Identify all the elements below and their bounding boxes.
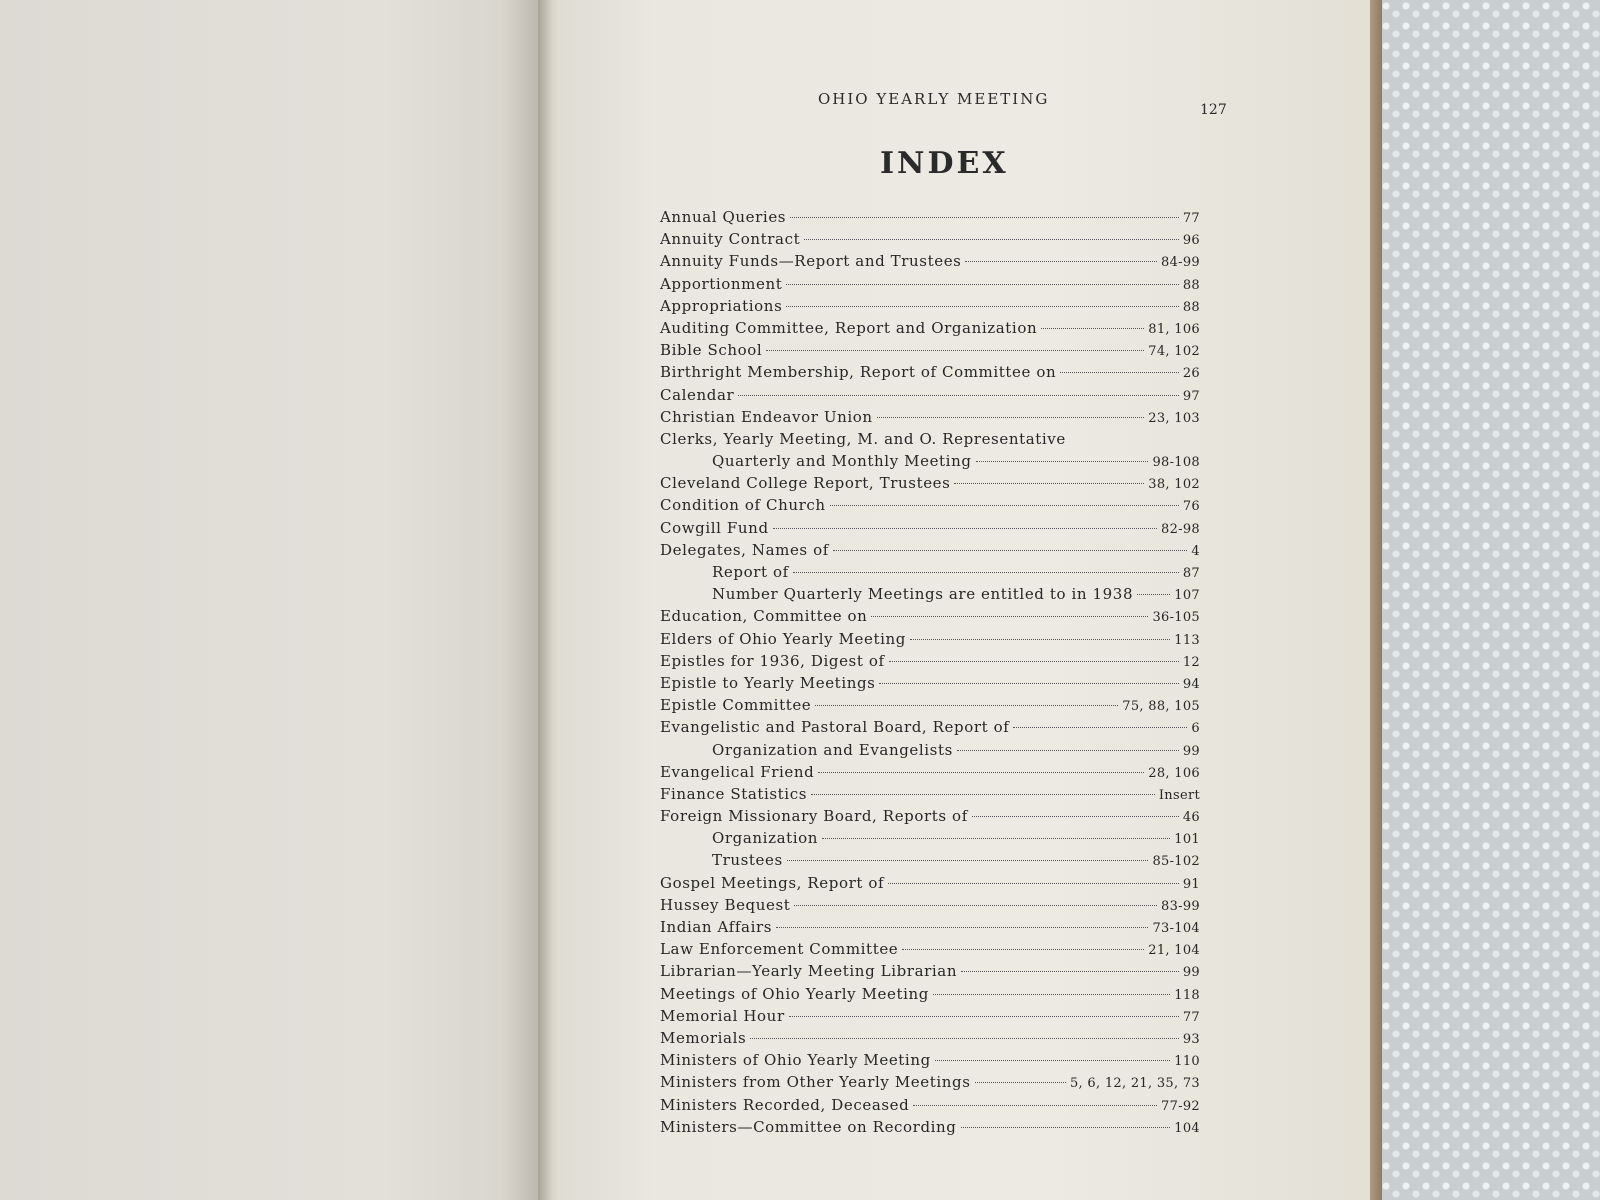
index-entry-label: Calendar bbox=[660, 385, 735, 404]
index-entry-label: Epistle to Yearly Meetings bbox=[660, 673, 876, 692]
index-entry-pages: 5, 6, 12, 21, 35, 73 bbox=[1069, 1076, 1200, 1092]
index-entry-label: Epistles for 1936, Digest of bbox=[660, 651, 885, 670]
index-entry bbox=[660, 561, 1200, 583]
index-entry bbox=[660, 361, 1200, 383]
index-entry-label: Law Enforcement Committee bbox=[660, 940, 899, 959]
index-entry-pages: 97 bbox=[1182, 388, 1200, 404]
dot-leader bbox=[750, 1038, 1179, 1039]
dot-leader bbox=[957, 750, 1179, 751]
index-entry-pages: Insert bbox=[1158, 787, 1200, 803]
index-entry-pages: 82-98 bbox=[1161, 521, 1200, 537]
dot-leader bbox=[1137, 594, 1170, 595]
index-entry-pages: 77 bbox=[1182, 211, 1200, 226]
index-entry-pages: 85-102 bbox=[1152, 854, 1200, 870]
index-entry bbox=[660, 960, 1200, 982]
index-entry-label: Finance Statistics bbox=[660, 784, 808, 803]
dot-leader bbox=[789, 1016, 1179, 1017]
dot-leader bbox=[910, 639, 1170, 640]
index-entry bbox=[660, 739, 1200, 761]
running-head: OHIO YEARLY MEETING bbox=[818, 90, 1050, 108]
index-entry bbox=[660, 583, 1200, 605]
index-entry-label: Annuity Contract bbox=[660, 230, 801, 249]
index-entry-pages: 110 bbox=[1174, 1054, 1200, 1070]
book-gutter bbox=[538, 0, 562, 1200]
dot-leader bbox=[889, 661, 1179, 662]
index-entry-pages: 83-99 bbox=[1161, 898, 1200, 914]
index-entry bbox=[660, 650, 1200, 672]
index-entry-pages: 23, 103 bbox=[1148, 410, 1200, 426]
index-entry bbox=[660, 1094, 1200, 1116]
dot-leader bbox=[830, 505, 1179, 506]
dot-leader bbox=[833, 550, 1188, 551]
dot-leader bbox=[1060, 372, 1179, 373]
index-entry bbox=[660, 384, 1200, 406]
index-entry bbox=[660, 628, 1200, 650]
index-entry-label: Indian Affairs bbox=[660, 918, 773, 936]
index-entry bbox=[660, 805, 1200, 827]
left-blank-page bbox=[0, 0, 545, 1200]
index-entry-label: Epistle Committee bbox=[660, 696, 812, 715]
index-entry-label: Meetings of Ohio Yearly Meeting bbox=[660, 984, 930, 1003]
dot-leader bbox=[961, 971, 1179, 972]
index-entry bbox=[660, 450, 1200, 472]
dot-leader bbox=[877, 417, 1145, 418]
index-entry-pages: 84-99 bbox=[1161, 255, 1200, 271]
index-entry-label: Annual Queries bbox=[660, 208, 787, 226]
index-entry bbox=[660, 938, 1200, 960]
index-entry bbox=[660, 206, 1200, 228]
index-entry-pages: 99 bbox=[1182, 965, 1200, 981]
dot-leader bbox=[766, 350, 1144, 351]
index-entry bbox=[660, 428, 1200, 450]
index-entry bbox=[660, 827, 1200, 849]
dot-leader bbox=[822, 838, 1170, 839]
index-entry bbox=[660, 761, 1200, 783]
index-entry-label: Foreign Missionary Board, Reports of bbox=[660, 807, 968, 826]
index-entry bbox=[660, 317, 1200, 339]
index-entry bbox=[660, 983, 1200, 1005]
index-entry-label: Organization and Evangelists bbox=[712, 740, 953, 759]
dot-leader bbox=[1041, 328, 1144, 329]
index-entry-pages: 81, 106 bbox=[1148, 321, 1200, 337]
index-entry-pages: 88 bbox=[1182, 299, 1200, 315]
index-entry-label: Condition of Church bbox=[660, 496, 826, 515]
index-entry-pages: 107 bbox=[1174, 588, 1200, 604]
index-entry-label: Birthright Membership, Report of Committee on bbox=[660, 363, 1057, 382]
index-title: INDEX bbox=[880, 146, 1009, 181]
index-entry bbox=[660, 1049, 1200, 1071]
index-entry bbox=[660, 872, 1200, 894]
index-entry-label: Annuity Funds—Report and Trustees bbox=[660, 252, 962, 271]
index-entry bbox=[660, 494, 1200, 516]
index-entry-pages: 77 bbox=[1182, 1009, 1200, 1025]
index-entry-pages: 88 bbox=[1182, 277, 1200, 293]
index-entry bbox=[660, 539, 1200, 561]
dot-leader bbox=[793, 572, 1179, 573]
index-entry-label: Report of bbox=[712, 563, 789, 581]
dot-leader bbox=[965, 261, 1157, 262]
index-entry-pages: 94 bbox=[1182, 676, 1200, 692]
index-page bbox=[560, 0, 1370, 1200]
dot-leader bbox=[818, 772, 1144, 773]
index-entry-label: Evangelical Friend bbox=[660, 762, 815, 781]
index-entry bbox=[660, 406, 1200, 428]
index-entry-label: Quarterly and Monthly Meeting bbox=[712, 452, 972, 471]
dot-leader bbox=[879, 683, 1178, 684]
index-entry-label: Auditing Committee, Report and Organization bbox=[660, 318, 1038, 337]
index-entry-label: Christian Endeavor Union bbox=[660, 407, 873, 426]
dot-leader bbox=[871, 616, 1148, 617]
index-entry-pages: 87 bbox=[1182, 566, 1200, 581]
dot-leader bbox=[787, 860, 1149, 861]
index-entry-label: Librarian—Yearly Meeting Librarian bbox=[660, 962, 958, 981]
index-entry-pages: 77-92 bbox=[1161, 1098, 1200, 1114]
dot-leader bbox=[972, 816, 1179, 817]
index-entry-pages: 76 bbox=[1182, 499, 1200, 515]
index-entry-pages: 36-105 bbox=[1152, 610, 1200, 626]
index-entry bbox=[660, 716, 1200, 738]
dot-leader bbox=[738, 395, 1179, 396]
index-entry bbox=[660, 339, 1200, 361]
index-entry bbox=[660, 273, 1200, 295]
index-entry-label: Evangelistic and Pastoral Board, Report of bbox=[660, 718, 1010, 737]
index-entry-label: Apportionment bbox=[660, 274, 783, 293]
dot-leader bbox=[804, 239, 1179, 240]
index-entry-pages: 118 bbox=[1174, 987, 1200, 1003]
dot-leader bbox=[1013, 727, 1187, 728]
index-entry-label: Ministers Recorded, Deceased bbox=[660, 1095, 910, 1114]
index-entry-label: Cowgill Fund bbox=[660, 518, 769, 537]
index-entry-label: Organization bbox=[712, 829, 819, 848]
dot-leader bbox=[786, 284, 1179, 285]
index-entry-pages: 104 bbox=[1174, 1120, 1200, 1136]
index-entry-label: Hussey Bequest bbox=[660, 895, 791, 914]
index-entry bbox=[660, 1027, 1200, 1049]
index-entry bbox=[660, 472, 1200, 494]
index-entry-label: Clerks, Yearly Meeting, M. and O. Representative bbox=[660, 429, 1066, 448]
index-entry bbox=[660, 295, 1200, 317]
index-entry bbox=[660, 1005, 1200, 1027]
dot-leader bbox=[961, 1127, 1171, 1128]
dot-leader bbox=[975, 1082, 1066, 1083]
index-entry-pages: 91 bbox=[1182, 876, 1200, 892]
index-entry bbox=[660, 672, 1200, 694]
dot-leader bbox=[815, 705, 1118, 706]
index-entry-label: Gospel Meetings, Report of bbox=[660, 873, 885, 892]
dot-leader bbox=[811, 794, 1155, 795]
index-entry-pages: 98-108 bbox=[1152, 455, 1200, 471]
index-entry bbox=[660, 605, 1200, 627]
index-entry bbox=[660, 694, 1200, 716]
index-entry-label: Appropriations bbox=[660, 296, 783, 315]
index-entry-label: Ministers of Ohio Yearly Meeting bbox=[660, 1051, 931, 1070]
index-entry-label: Delegates, Names of bbox=[660, 540, 829, 559]
index-entry-pages: 113 bbox=[1174, 632, 1200, 648]
dot-leader bbox=[794, 905, 1157, 906]
index-entry bbox=[660, 894, 1200, 916]
index-entry-pages: 21, 104 bbox=[1148, 943, 1200, 959]
index-entry-label: Number Quarterly Meetings are entitled to in 1938 bbox=[712, 585, 1134, 604]
index-entry-label: Ministers from Other Yearly Meetings bbox=[660, 1073, 971, 1092]
index-entry-label: Education, Committee on bbox=[660, 607, 868, 626]
index-entry-pages: 93 bbox=[1182, 1031, 1200, 1047]
index-entry bbox=[660, 1071, 1200, 1093]
index-entry-label: Trustees bbox=[712, 851, 783, 870]
dot-leader bbox=[976, 461, 1149, 462]
index-entries bbox=[660, 206, 1200, 1138]
page-number: 127 bbox=[1200, 102, 1227, 118]
dot-leader bbox=[933, 994, 1170, 995]
index-entry bbox=[660, 916, 1200, 938]
index-entry-pages: 6 bbox=[1191, 721, 1200, 737]
index-entry bbox=[660, 849, 1200, 871]
dot-leader bbox=[776, 927, 1148, 928]
index-entry bbox=[660, 250, 1200, 272]
dot-leader bbox=[902, 949, 1144, 950]
index-entry-label: Elders of Ohio Yearly Meeting bbox=[660, 629, 906, 648]
index-entry bbox=[660, 517, 1200, 539]
index-entry-pages: 4 bbox=[1191, 543, 1200, 559]
index-entry-label: Bible School bbox=[660, 341, 763, 360]
index-entry-pages: 12 bbox=[1182, 654, 1200, 670]
index-entry bbox=[660, 1116, 1200, 1138]
dot-leader bbox=[888, 883, 1179, 884]
dot-leader bbox=[790, 217, 1179, 218]
index-entry-pages: 101 bbox=[1174, 832, 1200, 848]
dot-leader bbox=[786, 306, 1178, 307]
index-entry-pages: 73-104 bbox=[1152, 921, 1200, 936]
index-entry-pages: 38, 102 bbox=[1148, 477, 1200, 493]
index-entry bbox=[660, 228, 1200, 250]
index-entry-pages: 28, 106 bbox=[1148, 765, 1200, 781]
index-entry-label: Memorials bbox=[660, 1028, 747, 1047]
dot-leader bbox=[913, 1105, 1157, 1106]
dot-leader bbox=[773, 528, 1157, 529]
lace-tablecloth bbox=[1380, 0, 1600, 1200]
index-entry bbox=[660, 783, 1200, 805]
dot-leader bbox=[954, 483, 1144, 484]
index-entry-label: Memorial Hour bbox=[660, 1006, 785, 1025]
index-entry-label: Ministers—Committee on Recording bbox=[660, 1117, 957, 1136]
dot-leader bbox=[935, 1060, 1170, 1061]
index-entry-label: Cleveland College Report, Trustees bbox=[660, 474, 951, 493]
index-entry-pages: 99 bbox=[1182, 743, 1200, 759]
index-entry-pages: 46 bbox=[1182, 810, 1200, 826]
index-entry-pages: 26 bbox=[1182, 366, 1200, 382]
index-entry-pages: 96 bbox=[1182, 233, 1200, 249]
index-entry-pages: 75, 88, 105 bbox=[1122, 699, 1200, 715]
index-entry-pages: 74, 102 bbox=[1148, 344, 1200, 360]
